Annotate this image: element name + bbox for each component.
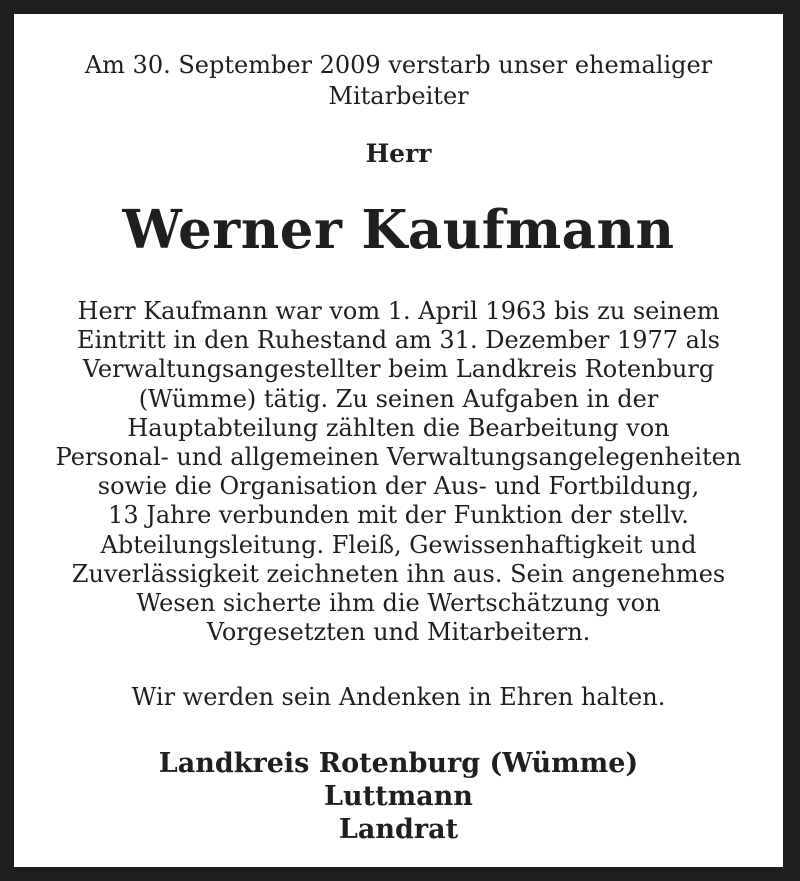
biography-line: 13 Jahre verbunden mit der Funktion der stellv.	[108, 501, 689, 530]
intro-text	[14, 50, 783, 112]
obituary-notice	[14, 14, 783, 867]
closing-text: Wir werden sein Andenken in Ehren halten.	[131, 683, 666, 711]
biography-text	[14, 297, 783, 647]
biography-line: Eintritt in den Ruhestand am 31. Dezember 1977 als	[77, 326, 720, 355]
biography-line: Zuverlässigkeit zeichneten ihn aus. Sein angenehmes	[71, 559, 726, 588]
signature-block	[14, 747, 783, 846]
biography-line: Herr Kaufmann war vom 1. April 1963 bis zu seinem	[77, 297, 720, 325]
biography-line: Vorgesetzten und Mitarbeitern.	[206, 618, 591, 647]
intro-line: Mitarbeiter	[328, 82, 469, 110]
signature-organization: Landkreis Rotenburg (Wümme)	[158, 748, 639, 779]
biography-line: sowie die Organisation der Aus- und Fortbildung,	[97, 472, 700, 501]
deceased-name: Werner Kaufmann	[122, 199, 675, 261]
biography-line: Personal- und allgemeinen Verwaltungsangelegenheiten	[55, 443, 742, 472]
biography-line: Abteilungsleitung. Fleiß, Gewissenhaftigkeit und	[100, 530, 697, 559]
biography-line: Verwaltungsangestellter beim Landkreis Rotenburg	[82, 355, 715, 384]
biography-line: Wesen sicherte ihm die Wertschätzung von	[136, 589, 661, 618]
salutation: Herr	[365, 139, 432, 168]
intro-line: Am 30. September 2009 verstarb unser ehemaliger	[84, 51, 713, 79]
biography-line: (Wümme) tätig. Zu seinen Aufgaben in der	[138, 384, 659, 413]
biography-line: Hauptabteilung zählten die Bearbeitung von	[127, 413, 670, 442]
signature-person: Luttmann	[324, 781, 473, 812]
signature-title: Landrat	[338, 814, 459, 845]
